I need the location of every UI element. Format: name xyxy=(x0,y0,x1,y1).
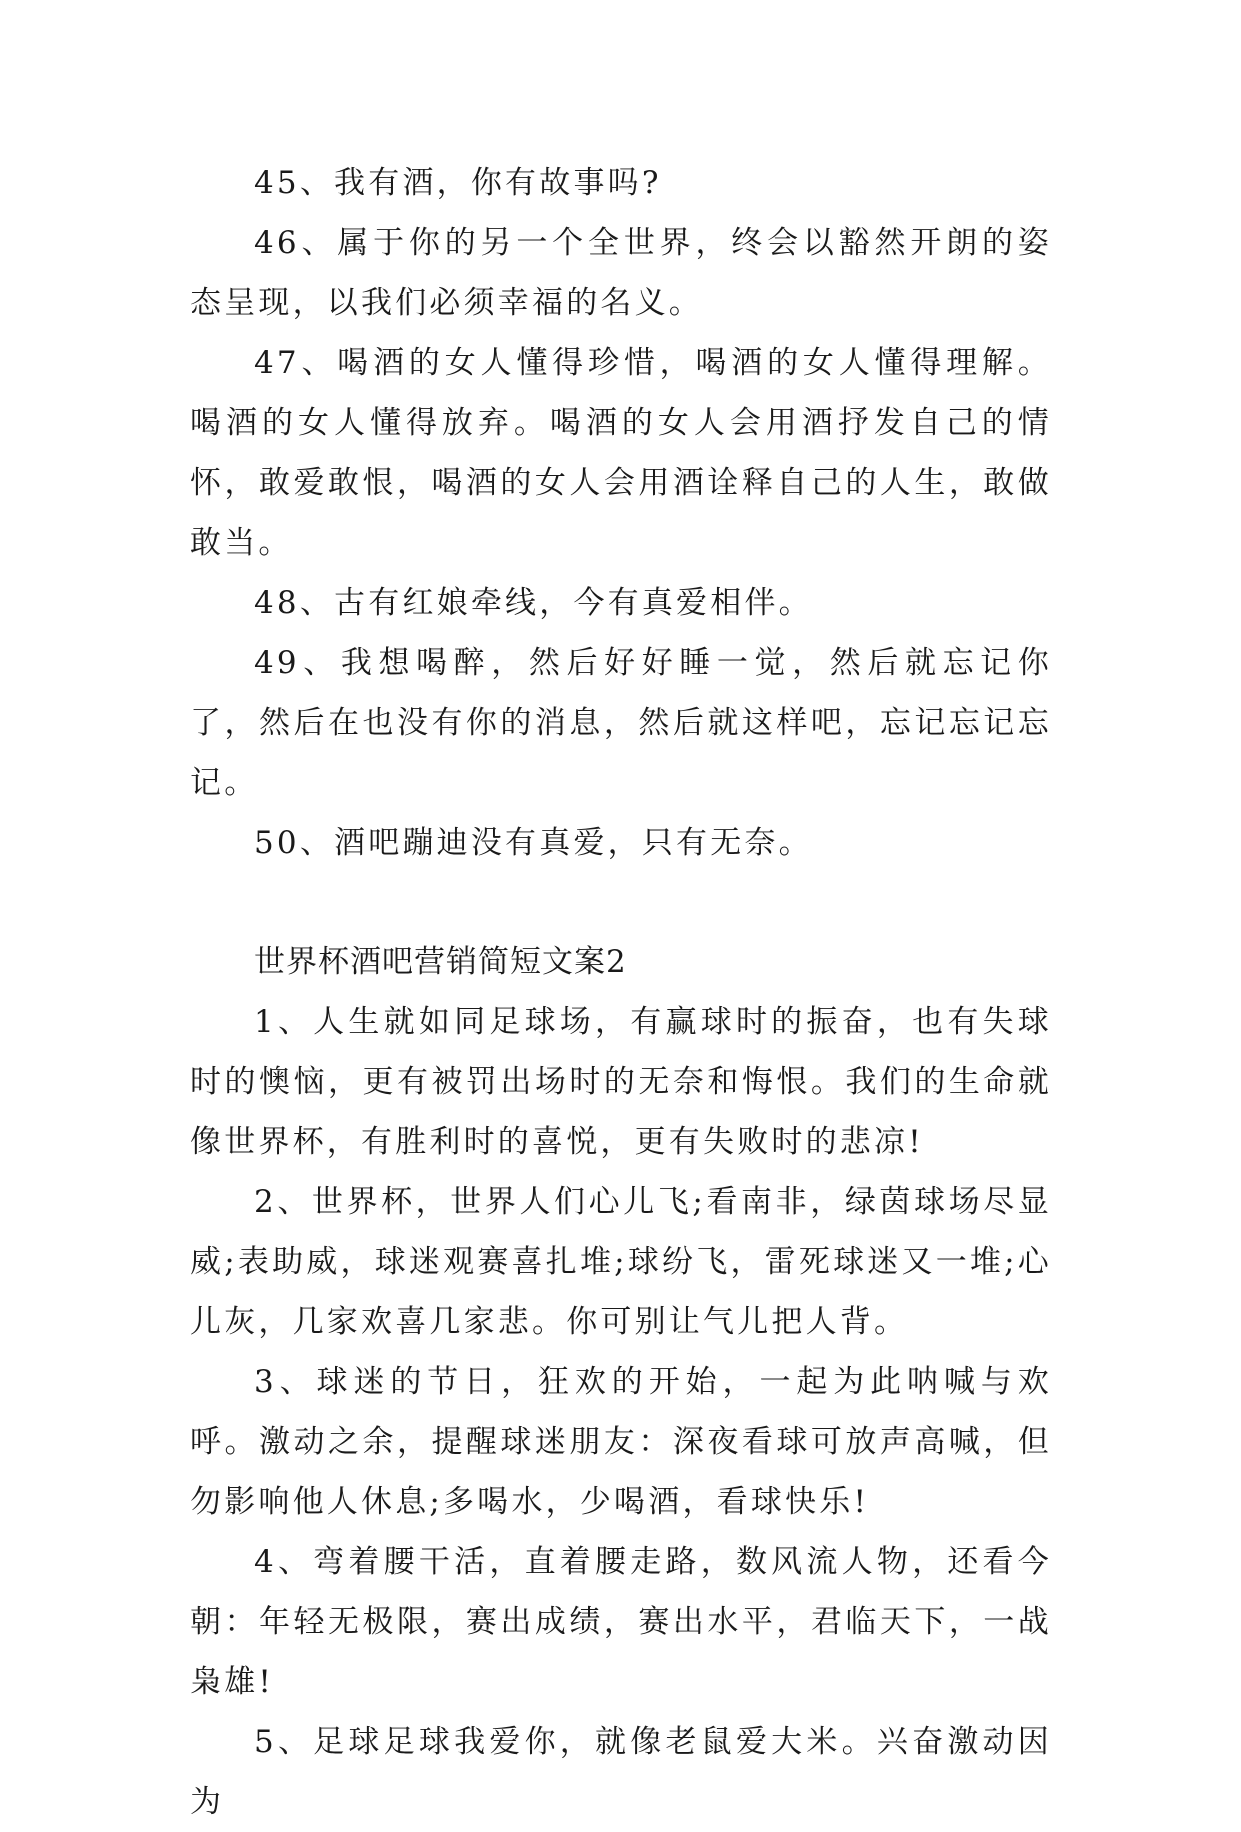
paragraph-49: 49、我想喝醉，然后好好睡一觉，然后就忘记你了，然后在也没有你的消息，然后就这样吧，忘记忘记忘记。 xyxy=(190,645,1052,801)
paragraph-47: 47、喝酒的女人懂得珍惜，喝酒的女人懂得理解。喝酒的女人懂得放弃。喝酒的女人会用酒抒发自己的情怀，敢爱敢恨，喝酒的女人会用酒诠释自己的人生，敢做敢当。 xyxy=(190,345,1052,561)
paragraph-48: 48、古有红娘牵线，今有真爱相伴。 xyxy=(254,585,813,621)
paragraph-50: 50、酒吧蹦迪没有真爱，只有无奈。 xyxy=(254,825,813,861)
paragraph-5: 5、足球足球我爱你，就像老鼠爱大米。兴奋激动因为 xyxy=(190,1724,1052,1820)
paragraph-46: 46、属于你的另一个全世界，终会以豁然开朗的姿态呈现，以我们必须幸福的名义。 xyxy=(190,225,1052,321)
paragraph-45: 45、我有酒，你有故事吗? xyxy=(254,165,662,201)
paragraph-3: 3、球迷的节日，狂欢的开始，一起为此呐喊与欢呼。激动之余，提醒球迷朋友：深夜看球可放声高喊，但勿影响他人休息;多喝水，少喝酒，看球快乐! xyxy=(190,1364,1052,1520)
section-heading: 世界杯酒吧营销简短文案2 xyxy=(254,944,627,980)
paragraph-2: 2、世界杯，世界人们心儿飞;看南非，绿茵球场尽显威;表助威，球迷观赛喜扎堆;球纷飞，雷死球迷又一堆;心儿灰，几家欢喜几家悲。你可别让气儿把人背。 xyxy=(190,1184,1052,1340)
paragraph-4: 4、弯着腰干活，直着腰走路，数风流人物，还看今朝：年轻无极限，赛出成绩，赛出水平，君临天下，一战枭雄! xyxy=(190,1544,1052,1700)
paragraph-1: 1、人生就如同足球场，有赢球时的振奋，也有失球时的懊恼，更有被罚出场时的无奈和悔恨。我们的生命就像世界杯，有胜利时的喜悦，更有失败时的悲凉! xyxy=(190,1004,1052,1160)
document-page xyxy=(190,153,1052,1832)
